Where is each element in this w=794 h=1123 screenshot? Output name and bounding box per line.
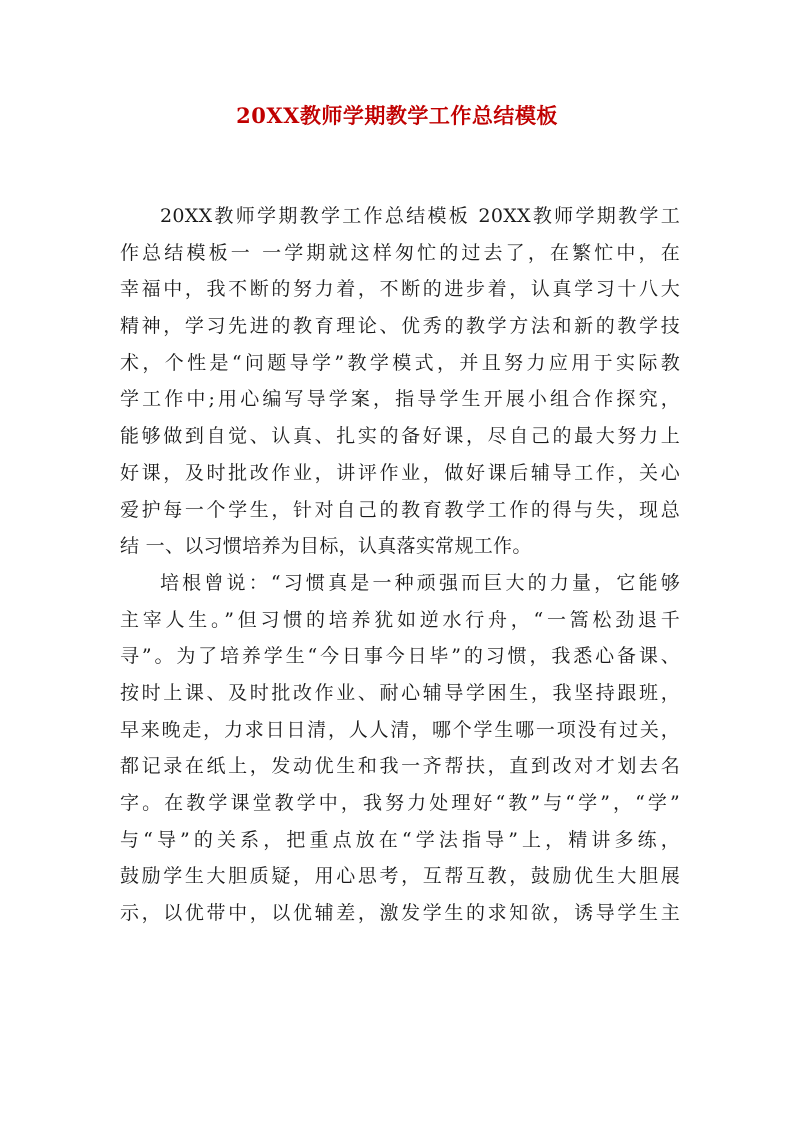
body-line: 好课，及时批改作业，讲评作业，做好课后辅导工作，关心	[120, 461, 680, 484]
document-body	[120, 206, 680, 940]
body-line: 与“导”的关系，把重点放在“学法指导”上，精讲多练，	[120, 828, 680, 851]
body-line: 字。在教学课堂教学中，我努力处理好“教”与“学”，“学”	[120, 792, 680, 814]
body-line: 都记录在纸上，发动优生和我一齐帮扶，直到改对才划去名	[120, 755, 680, 778]
body-line: 作总结模板一 一学期就这样匆忙的过去了，在繁忙中，在	[120, 241, 680, 264]
body-line: 20XX教师学期教学工作总结模板 20XX教师学期教学工	[160, 205, 680, 227]
body-line: 鼓励学生大胆质疑，用心思考，互帮互教，鼓励优生大胆展	[120, 865, 680, 888]
body-line: 早来晚走，力求日日清，人人清，哪个学生哪一项没有过关，	[120, 718, 680, 741]
body-line: 能够做到自觉、认真、扎实的备好课，尽自己的最大努力上	[120, 425, 680, 448]
body-line: 术，个性是“问题导学”教学模式，并且努力应用于实际教	[120, 351, 680, 374]
body-line: 按时上课、及时批改作业、耐心辅导学困生，我坚持跟班，	[120, 681, 680, 704]
body-line: 培根曾说：“习惯真是一种顽强而巨大的力量，它能够	[160, 571, 680, 594]
body-line: 寻”。为了培养学生“今日事今日毕”的习惯，我悉心备课、	[120, 645, 680, 668]
body-line: 主宰人生。”但习惯的培养犹如逆水行舟，“一篙松劲退千	[120, 608, 680, 631]
body-line: 结 一、以习惯培养为目标，认真落实常规工作。	[120, 535, 532, 558]
document-title: 20XX教师学期教学工作总结模板	[236, 103, 558, 128]
body-line: 爱护每一个学生，针对自己的教育教学工作的得与失，现总	[120, 498, 680, 521]
body-line: 示，以优带中，以优辅差，激发学生的求知欲，诱导学生主	[120, 902, 680, 925]
body-line: 精神，学习先进的教育理论、优秀的教学方法和新的教学技	[120, 315, 680, 338]
body-line: 学工作中;用心编写导学案，指导学生开展小组合作探究，	[120, 388, 680, 411]
body-line: 幸福中，我不断的努力着，不断的进步着，认真学习十八大	[120, 278, 680, 301]
